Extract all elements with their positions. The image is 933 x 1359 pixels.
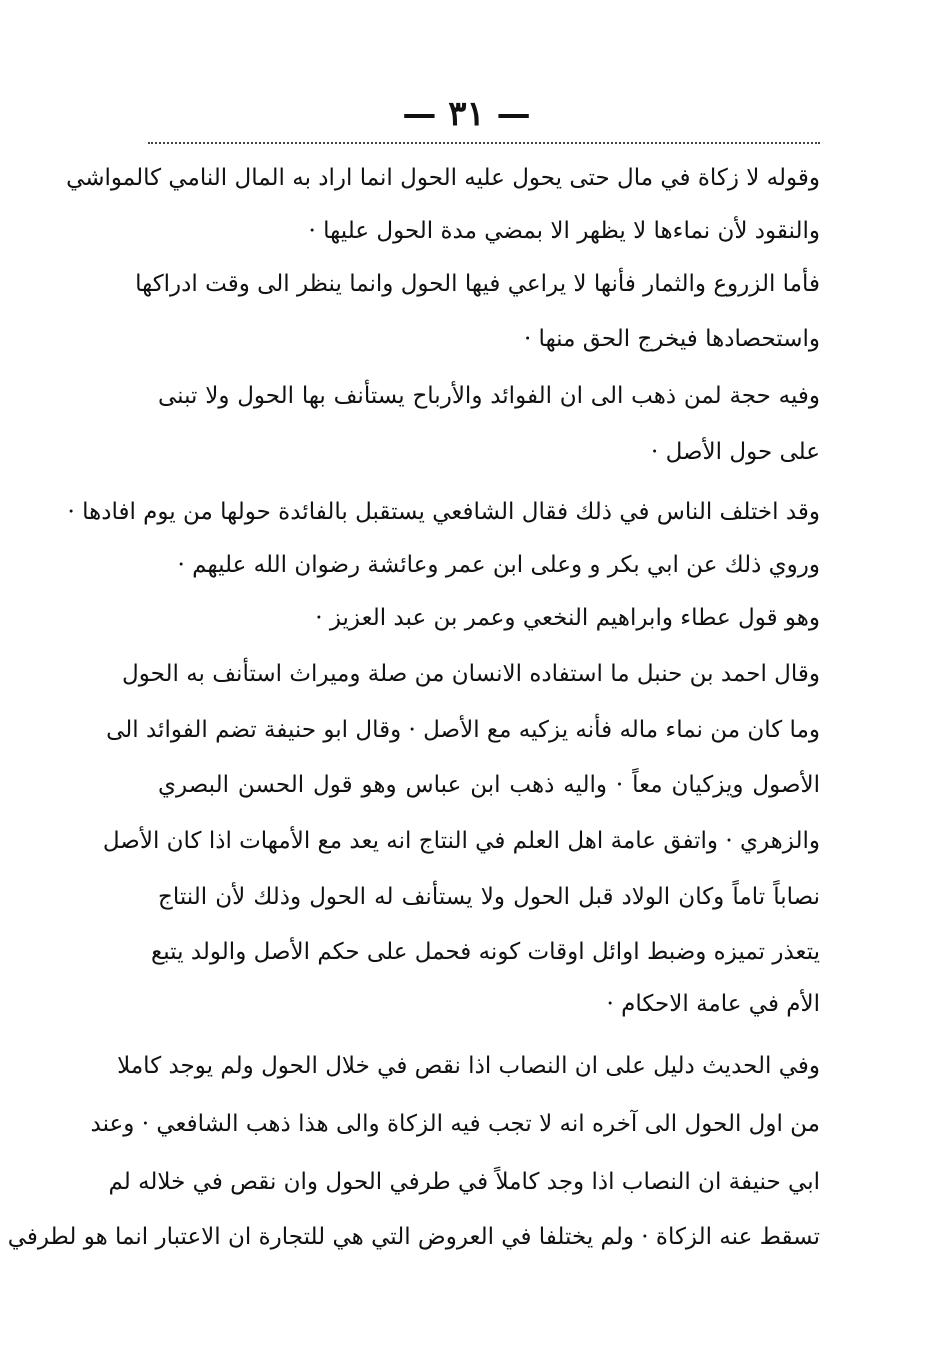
text-line: ابي حنيفة ان النصاب اذا وجد كاملاً في طرفي الحول وان نقص في خلاله لم <box>108 1169 820 1195</box>
text-line: والزهري · واتفق عامة اهل العلم في النتاج انه يعد مع الأمهات اذا كان الأصل <box>102 828 820 854</box>
text-line: وقال احمد بن حنبل ما استفاده الانسان من صلة وميراث استأنف به الحول <box>122 661 820 687</box>
header-divider <box>148 142 820 144</box>
text-line: وقد اختلف الناس في ذلك فقال الشافعي يستقبل بالفائدة حولها من يوم افادها · <box>67 499 820 525</box>
text-line: واستحصادها فيخرج الحق منها · <box>523 326 820 352</box>
text-line: والنقود لأن نماءها لا يظهر الا بمضي مدة الحول عليها · <box>308 218 820 244</box>
text-line: وفيه حجة لمن ذهب الى ان الفوائد والأرباح يستأنف بها الحول ولا تبنى <box>158 383 820 409</box>
text-line: فأما الزروع والثمار فأنها لا يراعي فيها الحول وانما ينظر الى وقت ادراكها <box>135 271 820 297</box>
text-line: وفي الحديث دليل على ان النصاب اذا نقص في خلال الحول ولم يوجد كاملا <box>117 1053 820 1079</box>
text-line: الأصول ويزكيان معاً · واليه ذهب ابن عباس وهو قول الحسن البصري <box>158 772 820 798</box>
text-line: تسقط عنه الزكاة · ولم يختلفا في العروض التي هي للتجارة ان الاعتبار انما هو لطرفي <box>7 1224 820 1250</box>
text-line: وروي ذلك عن ابي بكر و وعلى ابن عمر وعائشة رضوان الله عليهم · <box>177 552 820 578</box>
text-line: وهو قول عطاء وابراهيم النخعي وعمر بن عبد العزيز · <box>315 605 820 631</box>
text-line: وما كان من نماء ماله فأنه يزكيه مع الأصل · وقال ابو حنيفة تضم الفوائد الى <box>106 717 820 743</box>
text-line: نصاباً تاماً وكان الولاد قبل الحول ولا يستأنف له الحول وذلك لأن النتاج <box>158 884 820 910</box>
text-line: يتعذر تميزه وضبط اوائل اوقات كونه فحمل على حكم الأصل والولد يتبع <box>151 939 820 965</box>
page-number: — ٣١ — <box>402 94 531 134</box>
text-line: وقوله لا زكاة في مال حتى يحول عليه الحول انما اراد به المال النامي كالمواشي <box>66 165 820 191</box>
text-line: الأم في عامة الاحكام · <box>606 991 820 1017</box>
text-line: من اول الحول الى آخره انه لا تجب فيه الزكاة والى هذا ذهب الشافعي · وعند <box>90 1111 820 1137</box>
text-line: على حول الأصل · <box>650 439 820 465</box>
